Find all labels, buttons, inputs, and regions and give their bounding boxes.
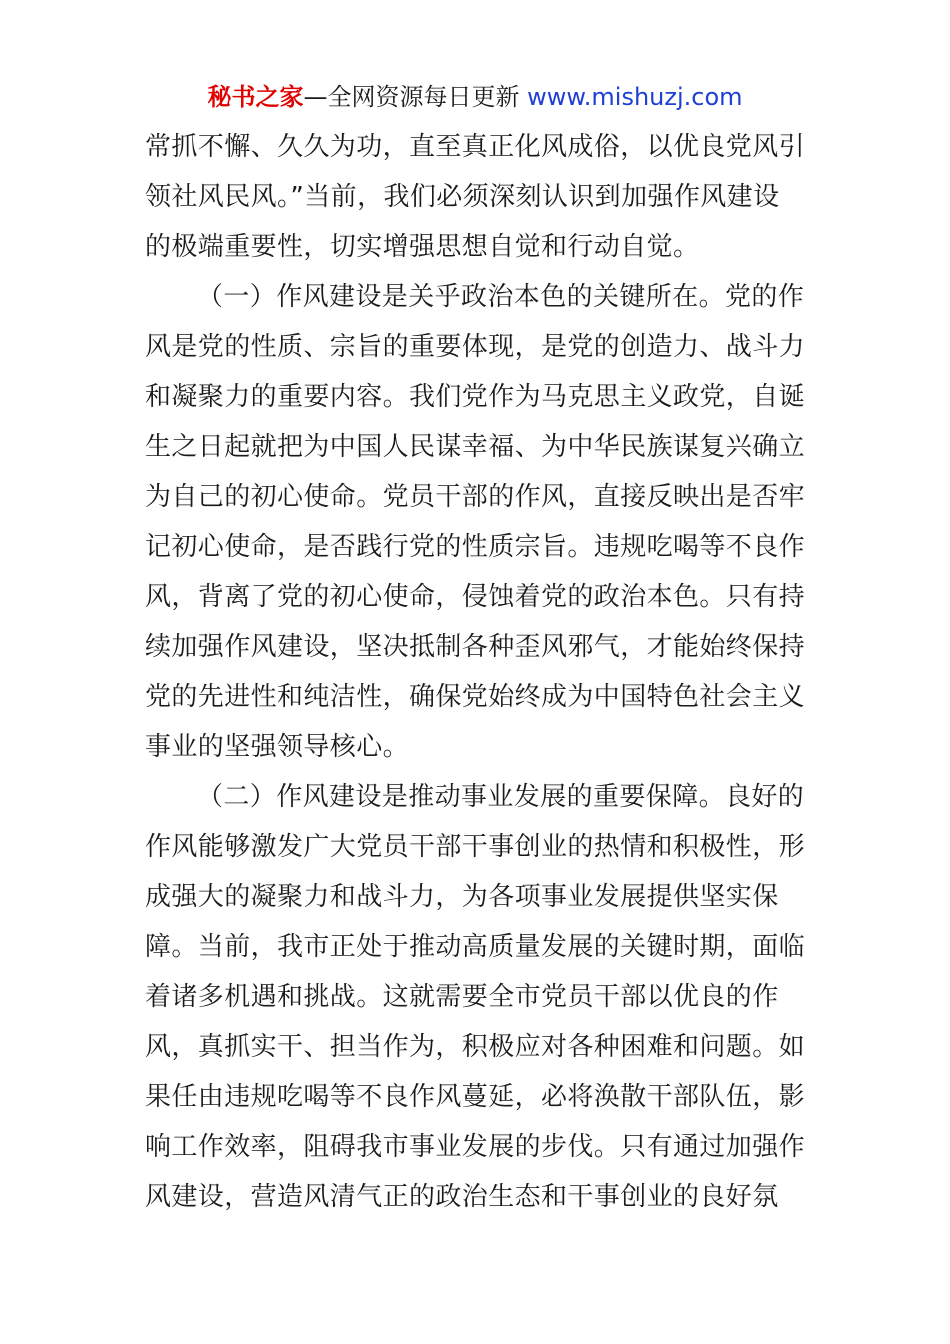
text-line: 生之日起就把为中国人民谋幸福、为中华民族谋复兴确立 — [145, 432, 806, 462]
text-line: 风是党的性质、宗旨的重要体现，是党的创造力、战斗力 — [145, 332, 806, 362]
text-line: 风建设，营造风清气正的政治生态和干事创业的良好氛 — [145, 1182, 779, 1212]
text-line: 作风能够激发广大党员干部干事创业的热情和积极性，形 — [145, 832, 806, 862]
text-line: 风，真抓实干、担当作为，积极应对各种困难和问题。如 — [145, 1032, 806, 1062]
text-line: 领社风民风。”当前，我们必须深刻认识到加强作风建设 — [145, 182, 780, 212]
site-brand: 秘书之家 — [207, 83, 304, 111]
document-body — [145, 128, 807, 1228]
text-line: 为自己的初心使命。党员干部的作风，直接反映出是否牢 — [145, 482, 806, 512]
text-line: 事业的坚强领导核心。 — [145, 732, 410, 762]
text-line: 常抓不懈、久久为功，直至真正化风成俗，以优良党风引 — [145, 132, 806, 162]
text-line: 成强大的凝聚力和战斗力，为各项事业发展提供坚实保 — [145, 882, 779, 912]
site-url-link[interactable]: www.mishuzj.com — [527, 83, 743, 111]
text-line: 党的先进性和纯洁性，确保党始终成为中国特色社会主义 — [145, 682, 806, 712]
text-line: 和凝聚力的重要内容。我们党作为马克思主义政党，自诞 — [145, 382, 806, 412]
text-line: 续加强作风建设，坚决抵制各种歪风邪气，才能始终保持 — [145, 632, 806, 662]
text-line: 着诸多机遇和挑战。这就需要全市党员干部以优良的作 — [145, 982, 779, 1012]
site-tagline: —全网资源每日更新 — [303, 83, 528, 111]
section-heading-line: （二）作风建设是推动事业发展的重要保障。良好的 — [197, 782, 805, 812]
text-line: 记初心使命，是否践行党的性质宗旨。违规吃喝等不良作 — [145, 532, 806, 562]
text-line: 响工作效率，阻碍我市事业发展的步伐。只有通过加强作 — [145, 1132, 806, 1162]
text-line: 障。当前，我市正处于推动高质量发展的关键时期，面临 — [145, 932, 806, 962]
section-heading-line: （一）作风建设是关乎政治本色的关键所在。党的作 — [197, 282, 805, 312]
text-line: 风，背离了党的初心使命，侵蚀着党的政治本色。只有持 — [145, 582, 806, 612]
site-header — [0, 80, 950, 114]
text-line: 果任由违规吃喝等不良作风蔓延，必将涣散干部队伍，影 — [145, 1082, 806, 1112]
text-line: 的极端重要性，切实增强思想自觉和行动自觉。 — [145, 232, 700, 262]
